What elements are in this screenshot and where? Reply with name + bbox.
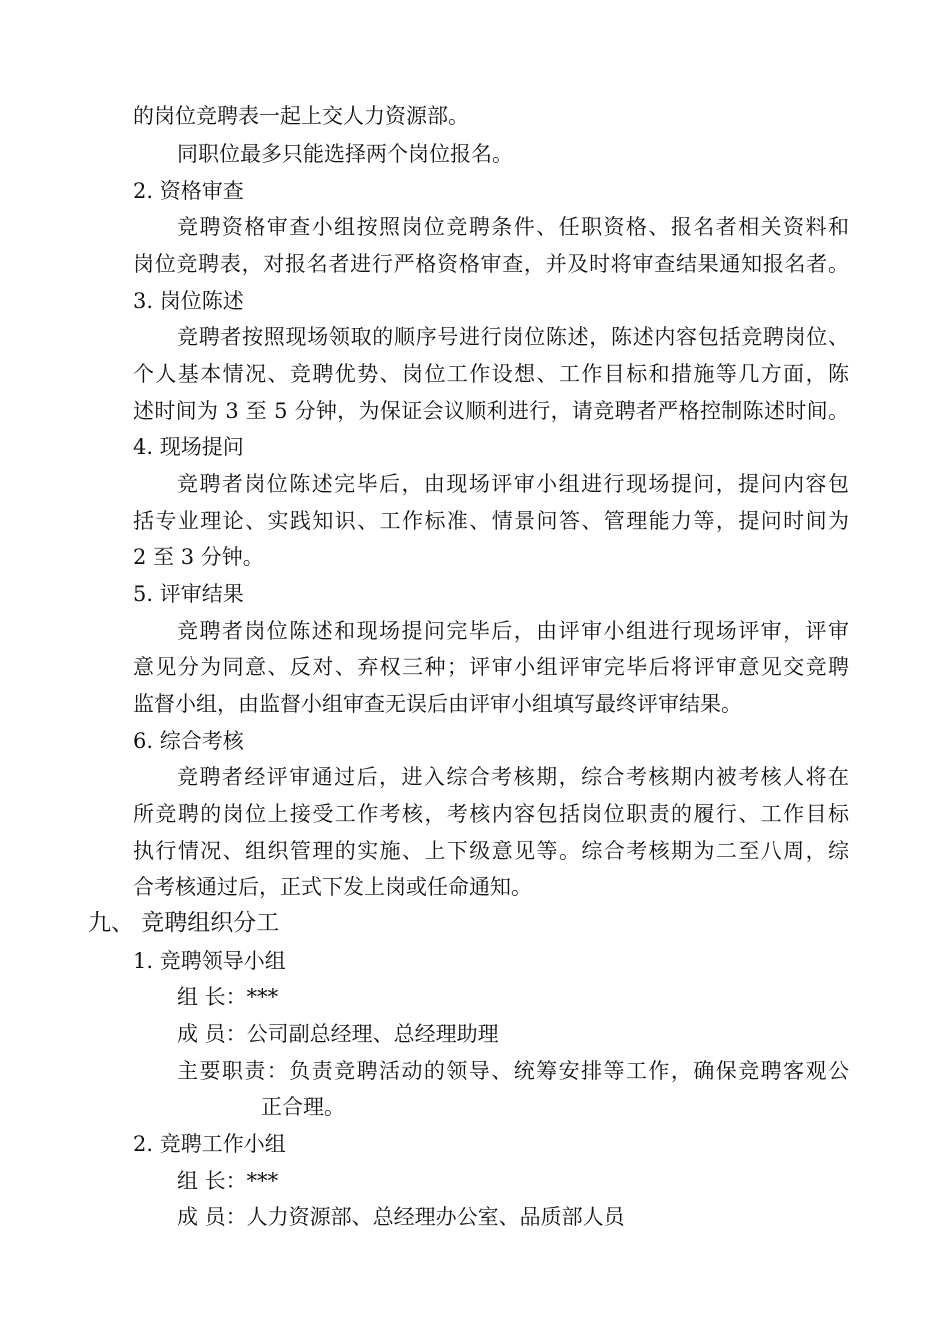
- paragraph-line: 所竞聘的岗位上接受工作考核，考核内容包括岗位职责的履行、工作目标: [133, 802, 849, 826]
- subsection-heading: 3. 岗位陈述: [133, 289, 244, 313]
- subsection-heading: 1. 竞聘领导小组: [133, 949, 286, 973]
- duty-line: 主要职责：负责竞聘活动的领导、统筹安排等工作，确保竞聘客观公: [177, 1059, 849, 1083]
- paragraph-line: 意见分为同意、反对、弃权三种；评审小组评审完毕后将评审意见交竞聘: [133, 655, 849, 679]
- paragraph-line: 竞聘者岗位陈述完毕后，由现场评审小组进行现场提问，提问内容包: [177, 472, 849, 496]
- paragraph-line: 的岗位竞聘表一起上交人力资源部。: [133, 104, 469, 128]
- duty-line: 正合理。: [261, 1095, 345, 1119]
- paragraph-line: 括专业理论、实践知识、工作标准、情景问答、管理能力等，提问时间为: [133, 509, 849, 533]
- paragraph-line: 竞聘资格审查小组按照岗位竞聘条件、任职资格、报名者相关资料和: [177, 215, 849, 239]
- subsection-heading: 2. 竞聘工作小组: [133, 1132, 286, 1156]
- paragraph-line: 述时间为 3 至 5 分钟，为保证会议顺利进行，请竞聘者严格控制陈述时间。: [133, 399, 849, 423]
- paragraph-line: 岗位竞聘表，对报名者进行严格资格审查，并及时将审查结果通知报名者。: [133, 252, 849, 276]
- role-line: 成 员：人力资源部、总经理办公室、品质部人员: [177, 1205, 625, 1229]
- subsection-heading: 2. 资格审查: [133, 179, 244, 203]
- paragraph-line: 竞聘者按照现场领取的顺序号进行岗位陈述，陈述内容包括竞聘岗位、: [177, 325, 849, 349]
- paragraph-line: 个人基本情况、竞聘优势、岗位工作设想、工作目标和措施等几方面，陈: [133, 362, 849, 386]
- paragraph-line: 监督小组，由监督小组审查无误后由评审小组填写最终评审结果。: [133, 692, 742, 716]
- paragraph-line: 竞聘者岗位陈述和现场提问完毕后，由评审小组进行现场评审，评审: [177, 619, 849, 643]
- paragraph-line: 同职位最多只能选择两个岗位报名。: [177, 142, 513, 166]
- paragraph-line: 执行情况、组织管理的实施、上下级意见等。综合考核期为二至八周，综: [133, 839, 849, 863]
- role-line: 成 员：公司副总经理、总经理助理: [177, 1022, 499, 1046]
- role-line: 组 长：***: [177, 985, 279, 1009]
- paragraph-line: 合考核通过后，正式下发上岗或任命通知。: [133, 875, 532, 899]
- section-heading: 九、 竞聘组织分工: [88, 910, 280, 936]
- paragraph-line: 竞聘者经评审通过后，进入综合考核期，综合考核期内被考核人将在: [177, 765, 849, 789]
- subsection-heading: 5. 评审结果: [133, 582, 244, 606]
- role-line: 组 长：***: [177, 1169, 279, 1193]
- subsection-heading: 6. 综合考核: [133, 729, 244, 753]
- paragraph-line: 2 至 3 分钟。: [133, 545, 264, 569]
- subsection-heading: 4. 现场提问: [133, 435, 244, 459]
